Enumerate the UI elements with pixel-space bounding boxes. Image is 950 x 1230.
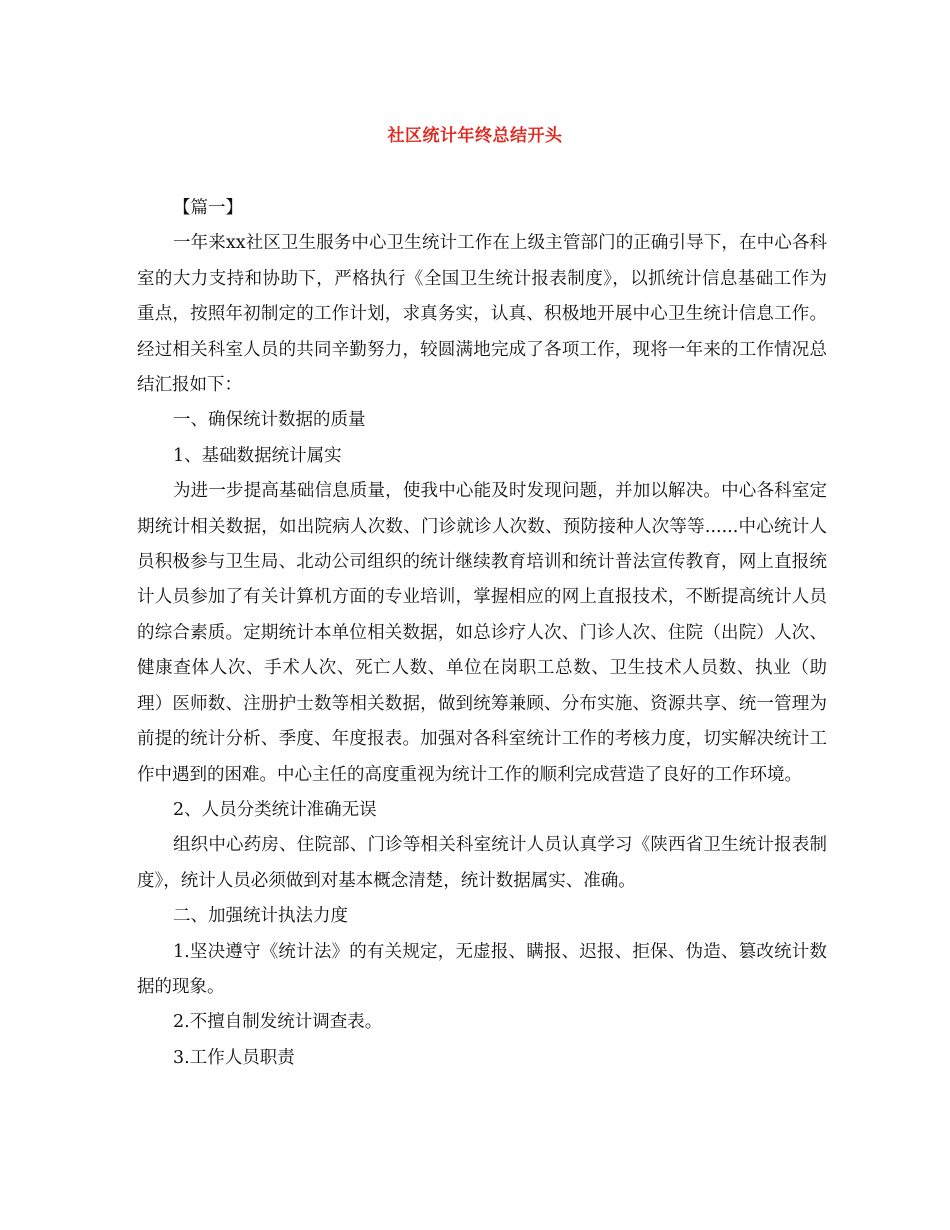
subheading-1-2: 2、人员分类统计准确无误 (173, 799, 377, 820)
section-marker: 【篇一】 (173, 198, 243, 218)
intro-paragraph: 一年来xx社区卫生服务中心卫生统计工作在上级主管部门的正确引导下，在中心各科室的大力支持和协助下，严格执行《全国卫生统计报表制度》，以抓统计信息基础工作为重点，按照年初制定的工作计划，求真务实，认真、积极地开展中心卫生统计信息工作。经过相关科室人员的共同辛勤努力，较圆满地完成了各项工作，现将一年来的工作情况总结汇报如下： (137, 233, 827, 396)
document-title: 社区统计年终总结开头 (387, 126, 563, 146)
list-item-2-2: 2.不擅自制发统计调查表。 (173, 1012, 383, 1033)
section-heading-2: 二、加强统计执法力度 (173, 906, 348, 927)
paragraph-1-1: 为进一步提高基础信息质量，使我中心能及时发现问题，并加以解决。中心各科室定期统计相关数据，如出院病人次数、门诊就诊人次数、预防接种人次等等......中心统计人员积极参与卫生局、北动公司组织的统计继续教育培训和统计普法宣传教育，网上直报统计人员参加了有关计算机方面的专业培训，掌握相应的网上直报技术，不断提高统计人员的综合素质。定期统计本单位相关数据，如总诊疗人次、门诊人次、住院（出院）人次、健康查体人次、手术人次、死亡人数、单位在岗职工总数、卫生技术人员数、执业（助理）医师数、注册护士数等相关数据，做到统筹兼顾、分布实施、资源共享、统一管理为前提的统计分析、季度、年度报表。加强对各科室统计工作的考核力度，切实解决统计工作中遇到的困难。中心主任的高度重视为统计工作的顺利完成营造了良好的工作环境。 (137, 481, 827, 785)
document-body (137, 191, 827, 1076)
subheading-1-1: 1、基础数据统计属实 (173, 445, 342, 466)
list-item-2-1: 1.坚决遵守《统计法》的有关规定，无虚报、瞒报、迟报、拒保、伪造、篡改统计数据的现象。 (137, 941, 827, 997)
section-heading-1: 一、确保统计数据的质量 (173, 410, 366, 431)
list-item-2-3: 3.工作人员职责 (173, 1047, 295, 1068)
paragraph-1-2: 组织中心药房、住院部、门诊等相关科室统计人员认真学习《陕西省卫生统计报表制度》，统计人员必须做到对基本概念清楚，统计数据属实、准确。 (137, 835, 827, 891)
